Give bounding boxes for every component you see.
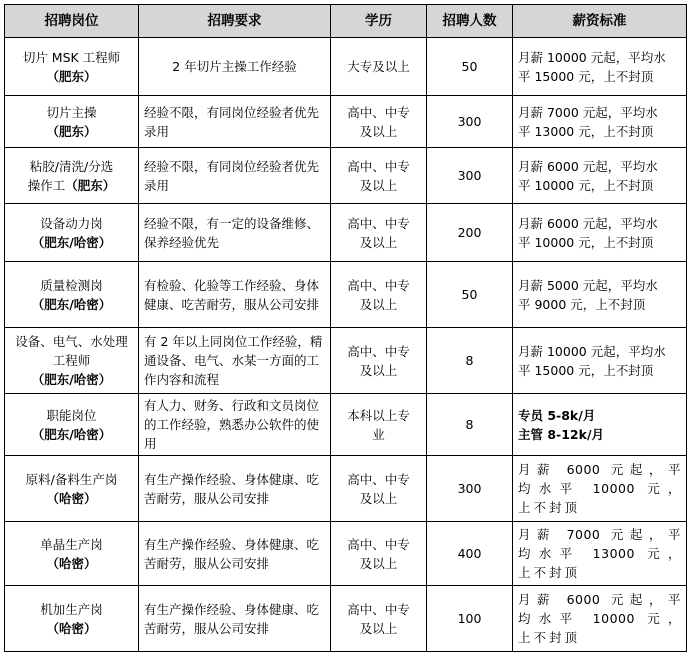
position-cell <box>5 328 139 394</box>
requirement-cell: 有生产操作经验、身体健康、吃苦耐劳，服从公司安排 <box>139 522 331 586</box>
salary-cell <box>513 456 687 522</box>
table-row <box>5 456 687 522</box>
position-cell <box>5 38 139 96</box>
salary-line: 上不封顶 <box>518 630 581 645</box>
position-cell <box>5 262 139 328</box>
position-cell <box>5 394 139 456</box>
headcount-cell: 300 <box>427 96 513 148</box>
salary-line: 平 10000 元，上不封顶 <box>518 234 654 250</box>
position-name: 粘胶/清洗/分选 <box>29 158 114 174</box>
position-cell <box>5 148 139 204</box>
location-label: （肥东/哈密） <box>31 426 112 442</box>
position-cell <box>5 522 139 586</box>
salary-line: 平 13000 元，上不封顶 <box>518 123 654 139</box>
location-label: （肥东/哈密） <box>31 296 112 312</box>
salary-line: 月薪 7000 元起，平 <box>518 527 681 542</box>
headcount-cell: 200 <box>427 204 513 262</box>
education-cell: 高中、中专及以上 <box>331 148 427 204</box>
salary-line: 月薪 6000 元起，平 <box>518 592 681 607</box>
salary-line: 均水平 10000 元， <box>518 481 681 496</box>
education-cell: 高中、中专及以上 <box>331 456 427 522</box>
headcount-cell: 50 <box>427 38 513 96</box>
location-label: （肥东） <box>65 177 116 193</box>
headcount-cell: 100 <box>427 586 513 652</box>
location-label: （肥东） <box>46 123 97 139</box>
salary-cell <box>513 522 687 586</box>
position-name: 机加生产岗 <box>40 601 103 617</box>
position-name: 设备动力岗 <box>40 215 103 231</box>
headcount-cell: 8 <box>427 328 513 394</box>
headcount-cell: 400 <box>427 522 513 586</box>
position-name: 职能岗位 <box>46 407 97 423</box>
salary-cell <box>513 38 687 96</box>
table-row <box>5 96 687 148</box>
location-line <box>10 554 133 573</box>
salary-line: 均水平 10000 元， <box>518 611 681 626</box>
salary-line: 月薪 6000 元起，平 <box>518 462 681 477</box>
salary-line: 月薪 6000 元起，平均水 <box>518 158 658 174</box>
requirement-cell: 有 2 年以上同岗位工作经验，精通设备、电气、水某一方面的工作内容和流程 <box>139 328 331 394</box>
requirement-cell: 经验不限，有同岗位经验者优先录用 <box>139 148 331 204</box>
header-headcount: 招聘人数 <box>427 5 513 38</box>
table-row <box>5 394 687 456</box>
salary-cell <box>513 328 687 394</box>
location-label: （哈密） <box>46 490 97 506</box>
position-name-cont: 操作工 <box>27 177 66 193</box>
position-name: 质量检测岗 <box>40 277 103 293</box>
salary-cell <box>513 262 687 328</box>
location-label: （肥东） <box>46 68 97 84</box>
education-cell: 本科以上专业 <box>331 394 427 456</box>
education-cell: 高中、中专及以上 <box>331 586 427 652</box>
header-salary: 薪资标准 <box>513 5 687 38</box>
education-cell: 高中、中专及以上 <box>331 522 427 586</box>
salary-line: 月薪 6000 元起，平均水 <box>518 215 658 231</box>
location-line <box>10 425 133 444</box>
header-education: 学历 <box>331 5 427 38</box>
requirement-cell: 经验不限，有一定的设备维修、保养经验优先 <box>139 204 331 262</box>
position-cell <box>5 96 139 148</box>
location-line <box>10 489 133 508</box>
location-line <box>10 67 133 86</box>
position-name: 单晶生产岗 <box>40 536 103 552</box>
location-line <box>10 619 133 638</box>
location-line <box>10 295 133 314</box>
salary-cell <box>513 148 687 204</box>
recruitment-table <box>4 4 687 652</box>
location-line <box>10 370 133 389</box>
header-position: 招聘岗位 <box>5 5 139 38</box>
location-label: （肥东/哈密） <box>31 372 112 387</box>
table-row <box>5 522 687 586</box>
table-row <box>5 38 687 96</box>
position-name: 切片 MSK 工程师 <box>22 49 121 65</box>
education-cell: 高中、中专及以上 <box>331 96 427 148</box>
position-name: 原料/备料生产岗 <box>25 471 118 487</box>
location-label: （哈密） <box>46 555 97 571</box>
headcount-cell: 50 <box>427 262 513 328</box>
requirement-cell: 有人力、财务、行政和文员岗位的工作经验，熟悉办公软件的使用 <box>139 394 331 456</box>
salary-cell <box>513 586 687 652</box>
education-cell: 高中、中专及以上 <box>331 328 427 394</box>
requirement-cell: 经验不限，有同岗位经验者优先录用 <box>139 96 331 148</box>
salary-line: 主管 8-12k/月 <box>518 426 605 442</box>
education-cell: 高中、中专及以上 <box>331 262 427 328</box>
salary-cell <box>513 204 687 262</box>
position-cell <box>5 204 139 262</box>
table-body <box>5 38 687 652</box>
location-line <box>10 176 133 195</box>
salary-line: 月薪 5000 元起，平均水 <box>518 277 658 293</box>
position-cell <box>5 456 139 522</box>
salary-line: 月薪 7000 元起，平均水 <box>518 104 658 120</box>
table-header-row <box>5 5 687 38</box>
salary-line: 上不封顶 <box>518 500 581 515</box>
table-row <box>5 328 687 394</box>
salary-line: 平 15000 元，上不封顶 <box>518 68 654 84</box>
salary-cell <box>513 394 687 456</box>
requirement-cell: 有生产操作经验、身体健康、吃苦耐劳，服从公司安排 <box>139 456 331 522</box>
requirement-cell: 有生产操作经验、身体健康、吃苦耐劳，服从公司安排 <box>139 586 331 652</box>
header-requirement: 招聘要求 <box>139 5 331 38</box>
location-line <box>10 122 133 141</box>
table-row <box>5 204 687 262</box>
headcount-cell: 300 <box>427 148 513 204</box>
education-cell: 大专及以上 <box>331 38 427 96</box>
headcount-cell: 300 <box>427 456 513 522</box>
salary-line: 上不封顶 <box>518 565 581 580</box>
position-name: 设备、电气、水处理工程师 <box>15 334 128 368</box>
location-label: （哈密） <box>46 620 97 636</box>
salary-line: 平 15000 元，上不封顶 <box>518 362 654 378</box>
requirement-cell: 2 年切片主操工作经验 <box>139 38 331 96</box>
position-name: 切片主操 <box>46 104 97 120</box>
salary-line: 月薪 10000 元起，平均水 <box>518 49 666 65</box>
salary-line: 均水平 13000 元， <box>518 546 681 561</box>
salary-cell <box>513 96 687 148</box>
requirement-cell: 有检验、化验等工作经验、身体健康、吃苦耐劳，服从公司安排 <box>139 262 331 328</box>
position-cell <box>5 586 139 652</box>
education-cell: 高中、中专及以上 <box>331 204 427 262</box>
salary-line: 月薪 10000 元起，平均水 <box>518 343 666 359</box>
table-row <box>5 262 687 328</box>
table-row <box>5 586 687 652</box>
location-line <box>10 233 133 252</box>
salary-line: 专员 5-8k/月 <box>518 407 596 423</box>
location-label: （肥东/哈密） <box>31 234 112 250</box>
table-row <box>5 148 687 204</box>
salary-line: 平 10000 元，上不封顶 <box>518 177 654 193</box>
salary-line: 平 9000 元，上不封顶 <box>518 296 646 312</box>
headcount-cell: 8 <box>427 394 513 456</box>
